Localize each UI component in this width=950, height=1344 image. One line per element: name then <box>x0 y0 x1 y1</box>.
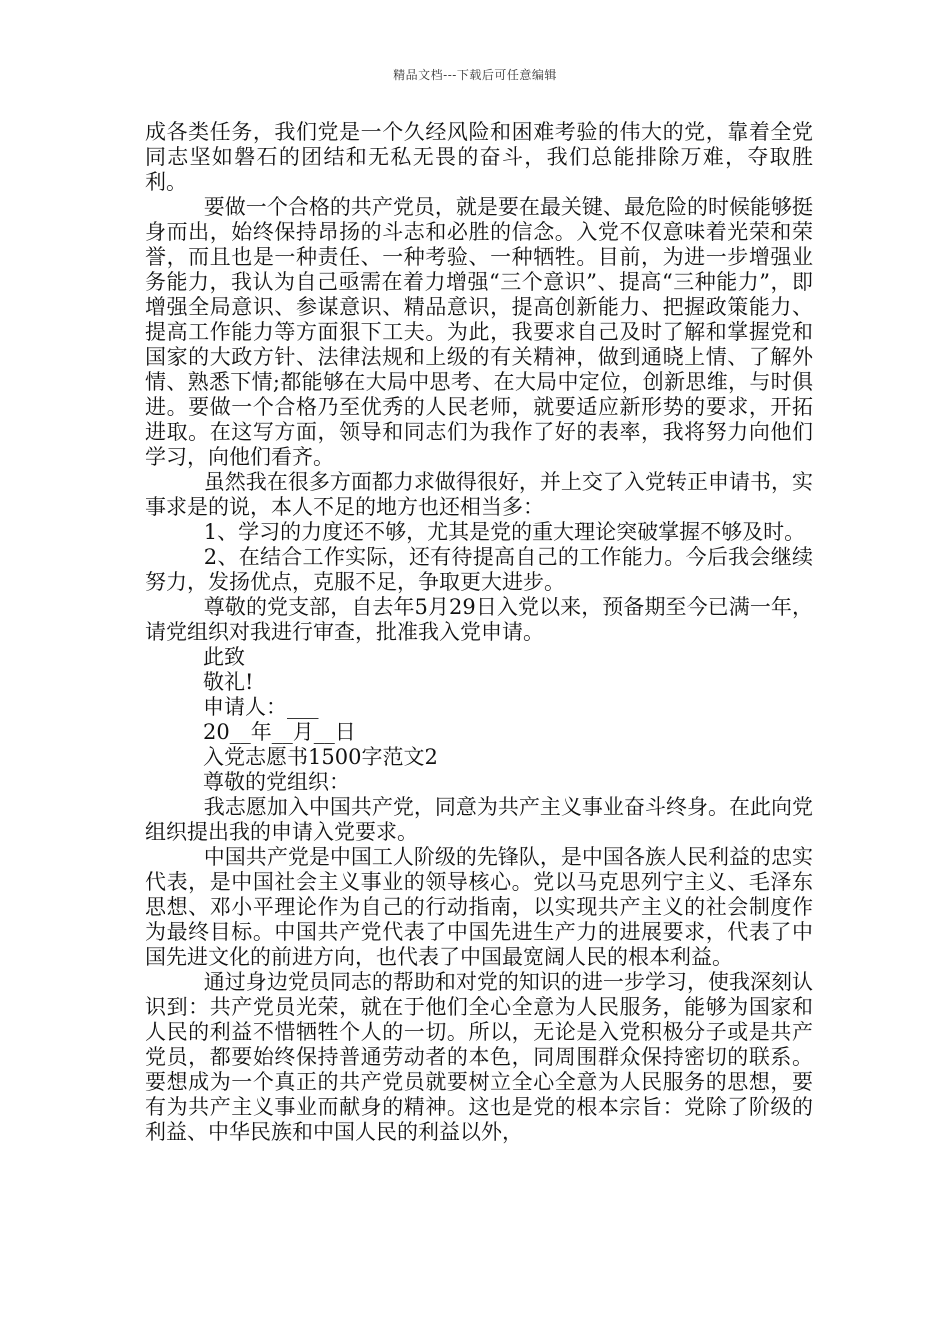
paragraph-request: 尊敬的党支部，自去年5月29日入党以来，预备期至今已满一年，请党组织对我进行审查，批准我入党申请。 <box>145 595 813 644</box>
closing-salutation: 此致 <box>203 645 245 669</box>
paragraph-understanding: 通过身边党员同志的帮助和对党的知识的进一步学习，使我深刻认识到：共产党员光荣，就在于他们全心全意为人民服务，能够为国家和人民的利益不惜牺牲个人的一切。所以，无论是入党积极分子或是共产党员，都要始终保持普通劳动者的本色，同周围群众保持密切的联系。要想成为一个真正的共产党员就要树立全心全意为人民服务的思想，要有为共产主义事业而献身的精神。这也是党的根本宗旨：党除了阶级的利益、中华民族和中国人民的利益以外， <box>145 970 813 1144</box>
paragraph-application: 我志愿加入中国共产党，同意为共产主义事业奋斗终身。在此向党组织提出我的申请入党要求。 <box>145 795 813 844</box>
date-line: 20__年__月__日 <box>203 720 356 744</box>
list-item-shortcoming-1: 1、学习的力度还不够，尤其是党的重大理论突破掌握不够及时。 <box>203 520 806 544</box>
paragraph-qualified-member: 要做一个合格的共产党员，就是要在最关键、最危险的时候能够挺身而出，始终保持昂扬的斗志和必胜的信念。入党不仅意味着光荣和荣誉，而且也是一种责任、一种考验、一种牺牲。目前，为进一步增强业务能力，我认为自己亟需在着力增强“三个意识”、提高“三种能力”，即增强全局意识、参谋意识、精品意识，提高创新能力、把握政策能力、提高工作能力等方面狠下工夫。为此，我要求自己及时了解和掌握党和国家的大政方针、法律法规和上级的有关精神，做到通晓上情、了解外情、熟悉下情;都能够在大局中思考、在大局中定位，创新思维，与时俱进。要做一个合格乃至优秀的人民老师，就要适应新形势的要求，开拓进取。在这写方面，领导和同志们为我作了好的表率，我将努力向他们学习，向他们看齐。 <box>145 195 813 469</box>
paragraph-party-description: 中国共产党是中国工人阶级的先锋队，是中国各族人民利益的忠实代表，是中国社会主义事业的领导核心。党以马克思列宁主义、毛泽东思想、邓小平理论作为自己的行动指南，以实现共产主义的社会制度作为最终目标。中国共产党代表了中国先进生产力的进展要求，代表了中国先进文化的前进方向，也代表了中国最宽阔人民的根本利益。 <box>145 845 813 969</box>
closing-regards: 敬礼! <box>203 670 254 694</box>
paragraph-continuation: 成各类任务，我们党是一个久经风险和困难考验的伟大的党，靠着全党同志坚如磐石的团结和无私无畏的奋斗，我们总能排除万难，夺取胜利。 <box>145 120 813 194</box>
list-item-shortcoming-2: 2、在结合工作实际，还有待提高自己的工作能力。今后我会继续努力，发扬优点，克服不足，争取更大进步。 <box>145 545 813 594</box>
applicant-signature-line: 申请人：___ <box>203 695 319 719</box>
page-header: 精品文档---下载后可任意编辑 <box>393 68 557 82</box>
section-title: 入党志愿书1500字范文2 <box>203 745 438 769</box>
paragraph-shortcomings-intro: 虽然我在很多方面都力求做得很好，并上交了入党转正申请书，实事求是的说，本人不足的地方也还相当多： <box>145 470 813 519</box>
letter-greeting: 尊敬的党组织： <box>203 770 350 794</box>
document-body <box>145 120 813 1145</box>
